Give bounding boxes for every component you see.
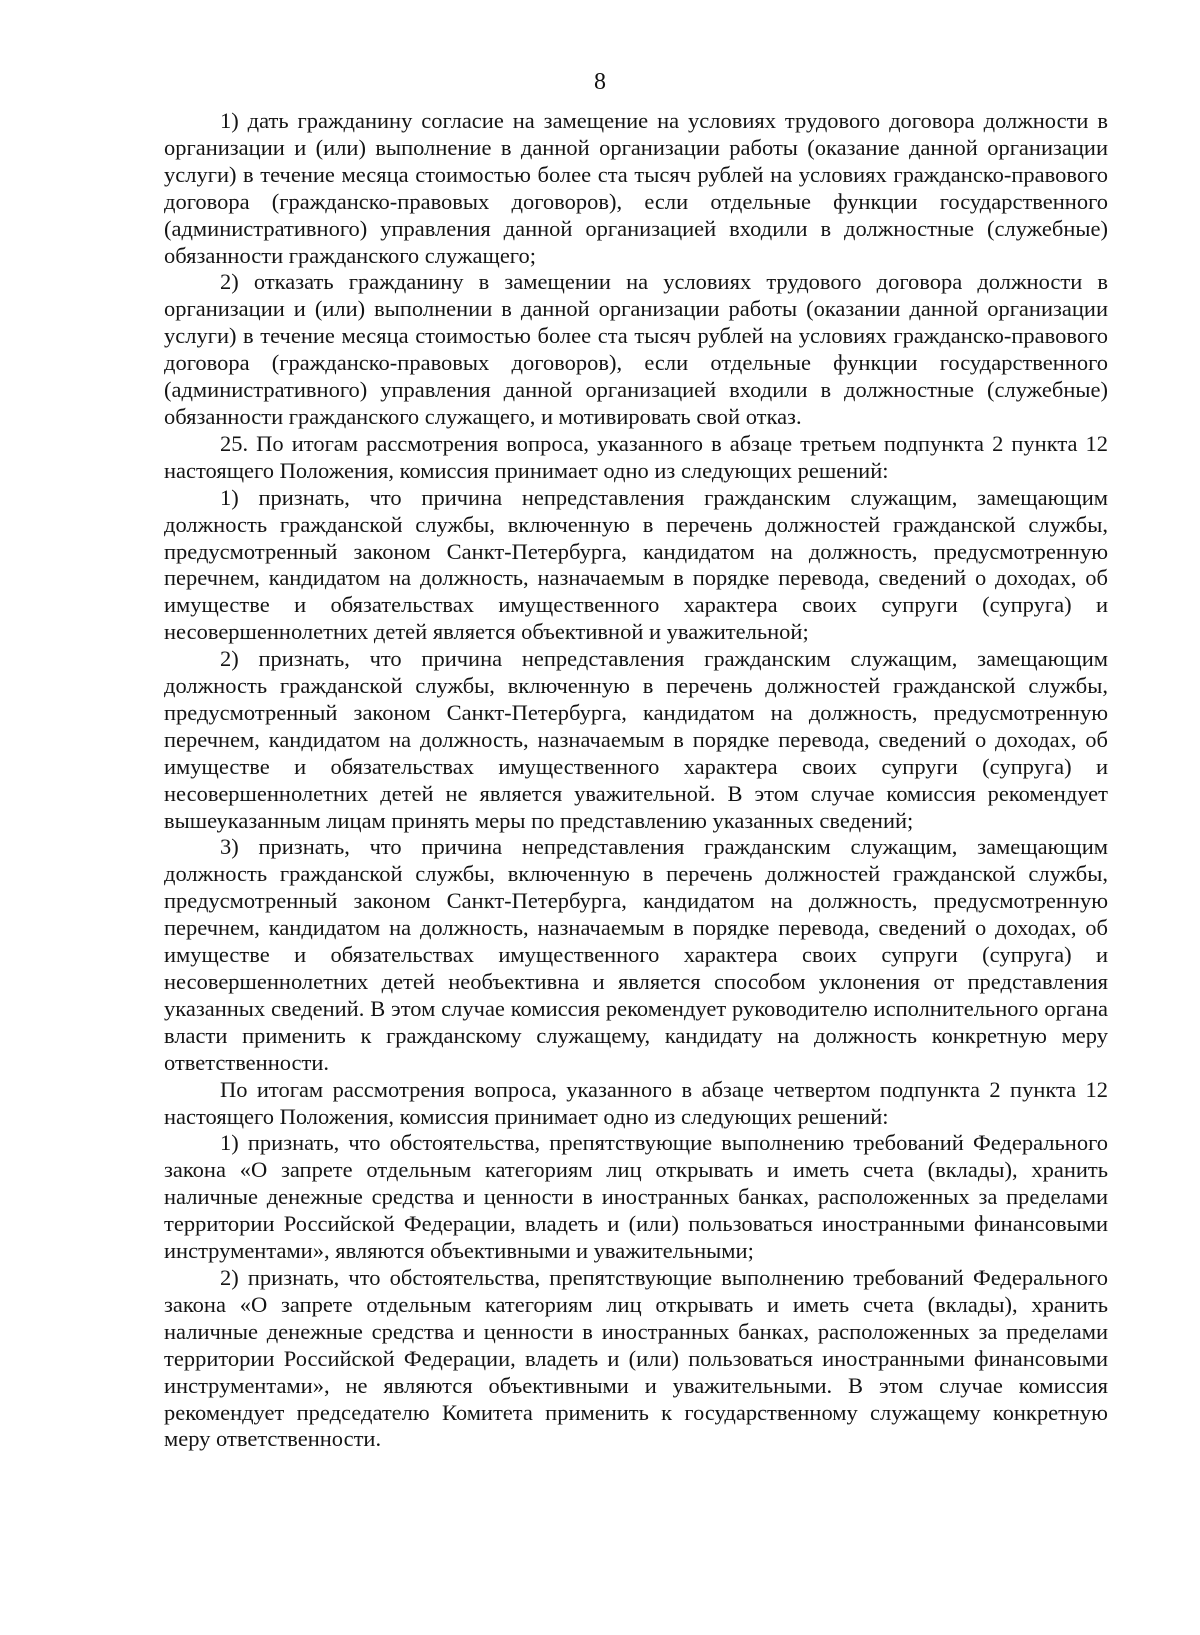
paragraph-foreign-accounts-1: 1) признать, что обстоятельства, препятствующие выполнению требований Федерального закона «О запрете отдельным категориям лиц открывать и иметь счета (вклады), хранить наличные денежные средства и ценности в иностранных банках, расположенных за пределами территории Российской Федерации, владеть и (или) пользоваться иностранными финансовыми инструментами», являются объективными и уважительными; <box>164 1130 1108 1264</box>
page-number: 8 <box>594 69 606 95</box>
paragraph-decision-3-evasion: 3) признать, что причина непредставления гражданским служащим, замещающим должность гражданской службы, включенную в перечень должностей гражданской службы, предусмотренный законом Санкт-Петербурга, кандидатом на должность, предусмотренную перечнем, кандидатом на должность, назначаемым в порядке перевода, сведений о доходах, об имуществе и обязательствах имущественного характера своих супруги (супруга) и несовершеннолетних детей необъективна и является способом уклонения от представления указанных сведений. В этом случае комиссия рекомендует руководителю исполнительного органа власти применить к гражданскому служащему, кандидату на должность конкретную меру ответственности. <box>164 834 1108 1075</box>
document-body <box>164 108 1108 1453</box>
paragraph-point-25: 25. По итогам рассмотрения вопроса, указанного в абзаце третьем подпункта 2 пункта 12 настоящего Положения, комиссия принимает одно из следующих решений: <box>164 430 1108 483</box>
paragraph-item-1-consent: 1) дать гражданину согласие на замещение на условиях трудового договора должности в организации и (или) выполнение в данной организации работы (оказание данной организации услуги) в течение месяца стоимостью более ста тысяч рублей на условиях гражданско-правового договора (гражданско-правовых договоров), если отдельные функции государственного (административного) управления данной организацией входили в должностные (служебные) обязанности гражданского служащего; <box>164 108 1108 268</box>
paragraph-foreign-accounts-2: 2) признать, что обстоятельства, препятствующие выполнению требований Федерального закона «О запрете отдельным категориям лиц открывать и иметь счета (вклады), хранить наличные денежные средства и ценности в иностранных банках, расположенных за пределами территории Российской Федерации, владеть и (или) пользоваться иностранными финансовыми инструментами», не являются объективными и уважительными. В этом случае комиссия рекомендует председателю Комитета применить к государственному служащему конкретную меру ответственности. <box>164 1264 1108 1452</box>
paragraph-item-2-refuse: 2) отказать гражданину в замещении на условиях трудового договора должности в организации и (или) выполнении в данной организации работы (оказании данной организации услуги) в течение месяца стоимостью более ста тысяч рублей на условиях гражданско-правового договора (гражданско-правовых договоров), если отдельные функции государственного (административного) управления данной организацией входили в должностные (служебные) обязанности гражданского служащего, и мотивировать свой отказ. <box>164 269 1108 429</box>
paragraph-fourth-abzac-intro: По итогам рассмотрения вопроса, указанного в абзаце четвертом подпункта 2 пункта 12 настоящего Положения, комиссия принимает одно из следующих решений: <box>164 1076 1108 1129</box>
paragraph-decision-1-objective: 1) признать, что причина непредставления гражданским служащим, замещающим должность гражданской службы, включенную в перечень должностей гражданской службы, предусмотренный законом Санкт-Петербурга, кандидатом на должность, предусмотренную перечнем, кандидатом на должность, назначаемым в порядке перевода, сведений о доходах, об имуществе и обязательствах имущественного характера своих супруги (супруга) и несовершеннолетних детей является объективной и уважительной; <box>164 484 1108 645</box>
paragraph-decision-2-not-valid: 2) признать, что причина непредставления гражданским служащим, замещающим должность гражданской службы, включенную в перечень должностей гражданской службы, предусмотренный законом Санкт-Петербурга, кандидатом на должность, предусмотренную перечнем, кандидатом на должность, назначаемым в порядке перевода, сведений о доходах, об имуществе и обязательствах имущественного характера своих супруги (супруга) и несовершеннолетних детей не является уважительной. В этом случае комиссия рекомендует вышеуказанным лицам принять меры по представлению указанных сведений; <box>164 646 1108 833</box>
